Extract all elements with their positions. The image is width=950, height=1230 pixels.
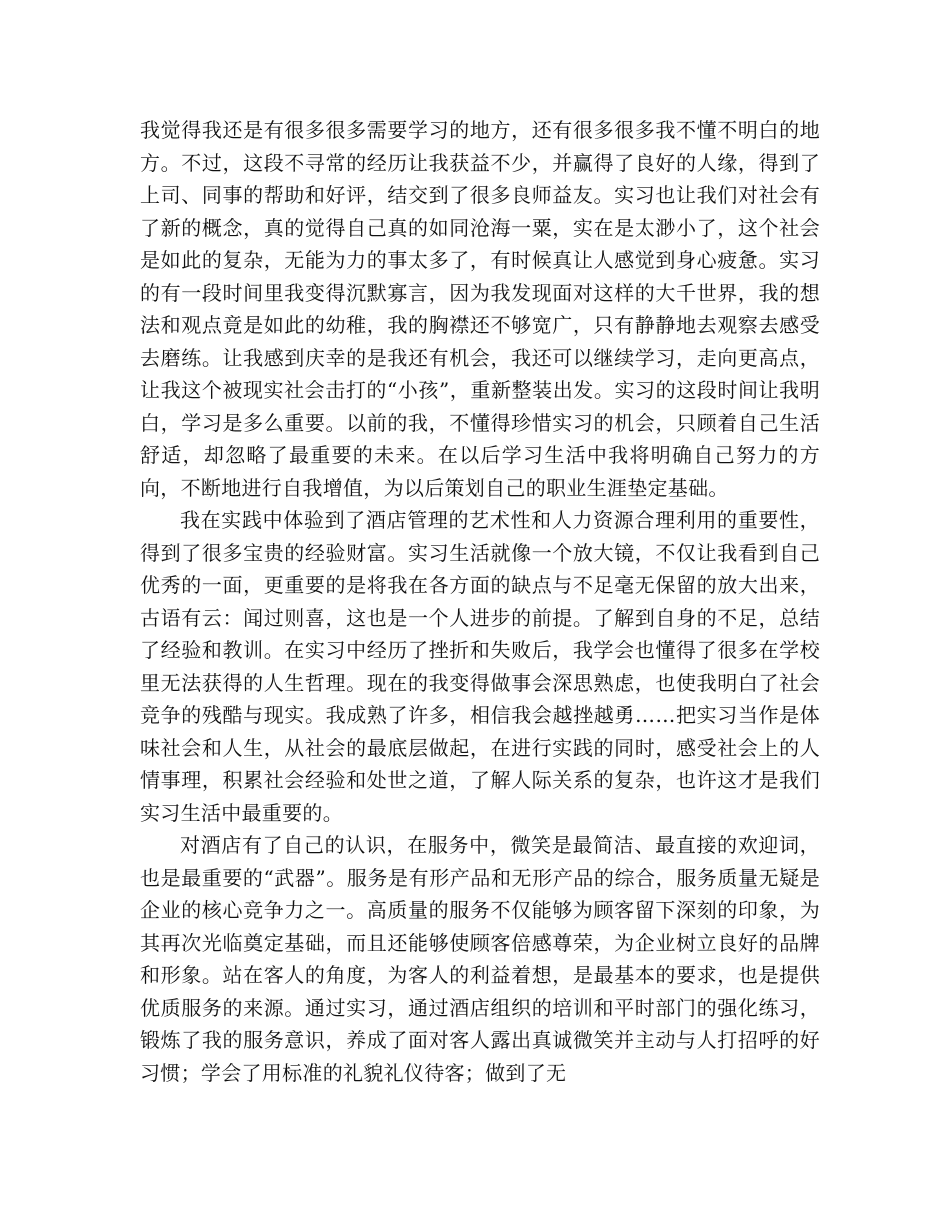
body-text: [140, 114, 820, 1089]
paragraph-1: 我觉得我还是有很多很多需要学习的地方，还有很多很多我不懂不明白的地方。不过，这段不寻常的经历让我获益不少，并赢得了良好的人缘，得到了上司、同事的帮助和好评，结交到了很多良师益友。实习也让我们对社会有了新的概念，真的觉得自己真的如同沧海一粟，实在是太渺小了，这个社会是如此的复杂，无能为力的事太多了，有时候真让人感觉到身心疲惫。实习的有一段时间里我变得沉默寡言，因为我发现面对这样的大千世界，我的想法和观点竟是如此的幼稚，我的胸襟还不够宽广，只有静静地去观察去感受去磨练。让我感到庆幸的是我还有机会，我还可以继续学习，走向更高点，让我这个被现实社会击打的“小孩”，重新整装出发。实习的这段时间让我明白，学习是多么重要。以前的我，不懂得珍惜实习的机会，只顾着自己生活舒适，却忽略了最重要的未来。在以后学习生活中我将明确自己努力的方向，不断地进行自我增值，为以后策划自己的职业生涯垫定基础。: [140, 118, 820, 500]
paragraph-2: 我在实践中体验到了酒店管理的艺术性和人力资源合理利用的重要性，得到了很多宝贵的经验财富。实习生活就像一个放大镜，不仅让我看到自己优秀的一面，更重要的是将我在各方面的缺点与不足毫无保留的放大出来，古语有云：闻过则喜，这也是一个人进步的前提。了解到自身的不足，总结了经验和教训。在实习中经历了挫折和失败后，我学会也懂得了很多在学校里无法获得的人生哲理。现在的我变得做事会深思熟虑，也使我明白了社会竞争的残酷与现实。我成熟了许多，相信我会越挫越勇……把实习当作是体味社会和人生，从社会的最底层做起，在进行实践的同时，感受社会上的人情事理，积累社会经验和处世之道，了解人际关系的复杂，也许这才是我们实习生活中最重要的。: [140, 508, 820, 825]
paragraph-3: 对酒店有了自己的认识，在服务中，微笑是最简洁、最直接的欢迎词，也是最重要的“武器”。服务是有形产品和无形产品的综合，服务质量无疑是企业的核心竞争力之一。高质量的服务不仅能够为顾客留下深刻的印象，为其再次光临奠定基础，而且还能够使顾客倍感尊荣，为企业树立良好的品牌和形象。站在客人的角度，为客人的利益着想，是最基本的要求，也是提供优质服务的来源。通过实习，通过酒店组织的培训和平时部门的强化练习，锻炼了我的服务意识，养成了面对客人露出真诚微笑并主动与人打招呼的好习惯；学会了用标准的礼貌礼仪待客；做到了无: [140, 833, 820, 1085]
